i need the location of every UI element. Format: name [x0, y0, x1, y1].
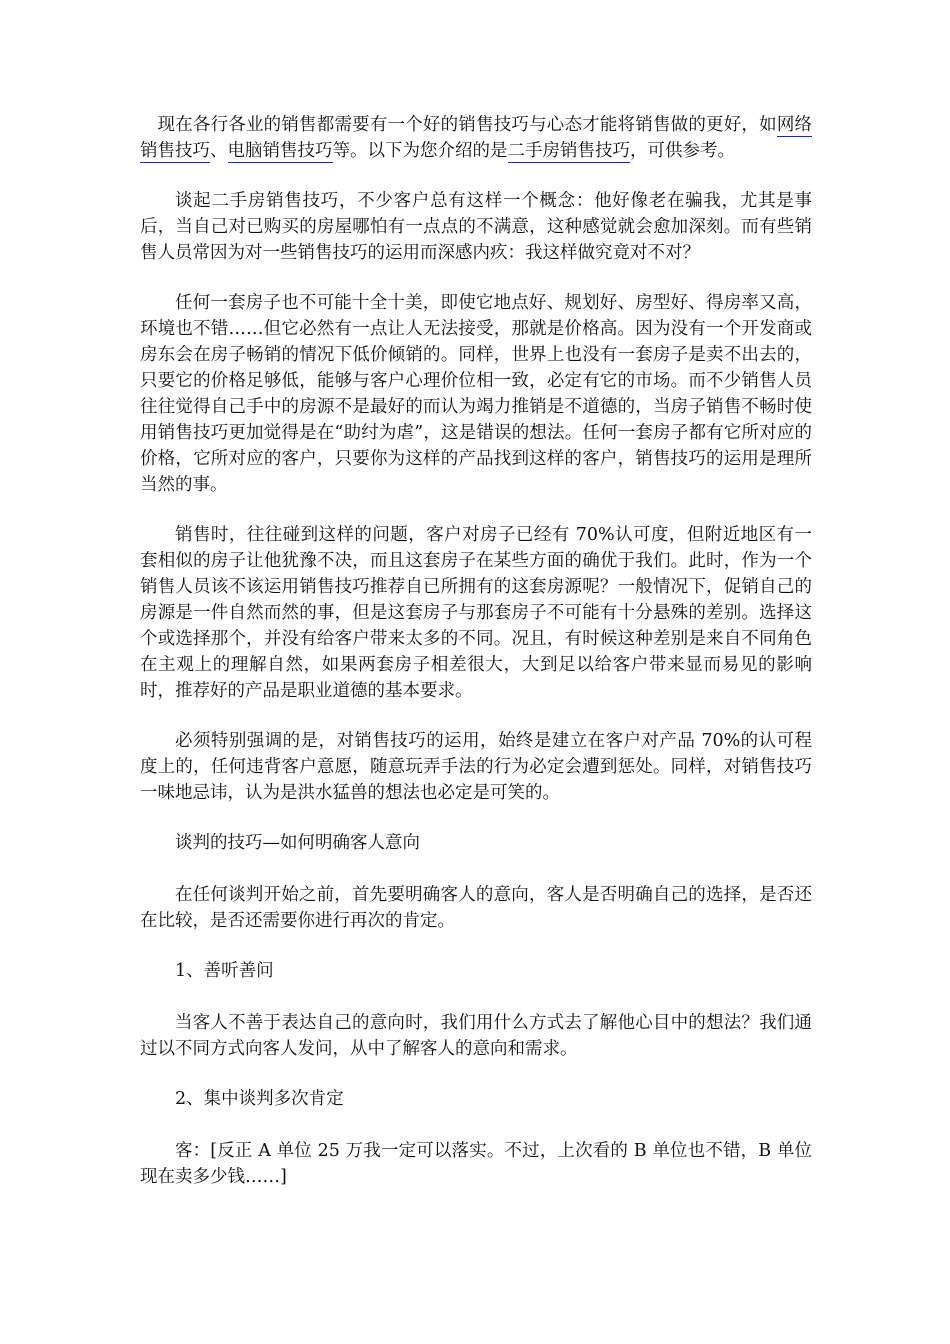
intro-paragraph	[140, 112, 812, 164]
intro-text-1: 现在各行各业的销售都需要有一个好的销售技巧与心态才能将销售做的更好，如	[157, 115, 777, 135]
section-heading-negotiation: 谈判的技巧—如何明确客人意向	[175, 833, 420, 853]
paragraph-1: 谈起二手房销售技巧，不少客户总有这样一个概念：他好像老在骗我，尤其是事后，当自己对已购买的房屋哪怕有一点点的不满意，这种感觉就会愈加深刻。而有些销售人员常因为对一些销售技巧的运用而深感内疚：我这样做究竟对不对？	[140, 191, 812, 263]
paragraph-7: 客：[反正 A 单位 25 万我一定可以落实。不过，上次看的 B 单位也不错，B 单位现在卖多少钱……]	[140, 1141, 812, 1187]
subheading-focused-negotiation: 2、集中谈判多次肯定	[175, 1089, 344, 1109]
paragraph-3: 销售时，往往碰到这样的问题，客户对房子已经有 70%认可度，但附近地区有一套相似的房子让他犹豫不决，而且这套房子在某些方面的确优于我们。此时，作为一个销售人员该不该运用销售技巧推荐自已所拥有的这套房源呢？一般情况下，促销自己的房源是一件自然而然的事，但是这套房子与那套房子不可能有十分悬殊的差别。选择这个或选择那个，并没有给客户带来太多的不同。况且，有时候这种差别是来自不同角色在主观上的理解自然，如果两套房子相差很大，大到足以给客户带来显而易见的影响时，推荐好的产品是职业道德的基本要求。	[140, 525, 812, 701]
intro-text-3: ，可供参考。	[630, 141, 735, 161]
paragraph-4: 必须特别强调的是，对销售技巧的运用，始终是建立在客户对产品 70%的认可程度上的，任何违背客户意愿，随意玩弄手法的行为必定会遭到惩处。同样，对销售技巧一味地忌讳，认为是洪水猛兽的想法也必定是可笑的。	[140, 731, 812, 803]
article-body	[140, 112, 812, 1214]
subheading-listen-and-ask: 1、善听善问	[175, 961, 274, 981]
link-network-sales-tips[interactable]: 网络销售技巧	[140, 115, 813, 161]
link-second-hand-house-sales-tips[interactable]: 二手房销售技巧	[507, 141, 630, 161]
link-computer-sales-tips[interactable]: 电脑销售技巧	[227, 141, 333, 161]
paragraph-6: 当客人不善于表达自己的意向时，我们用什么方式去了解他心目中的想法？我们通过以不同方式向客人发问，从中了解客人的意向和需求。	[140, 1013, 812, 1059]
paragraph-2: 任何一套房子也不可能十全十美，即使它地点好、规划好、房型好、得房率又高，环境也不错……但它必然有一点让人无法接受，那就是价格高。因为没有一个开发商或房东会在房子畅销的情况下低价倾销的。同样，世界上也没有一套房子是卖不出去的，只要它的价格足够低，能够与客户心理价位相一致，必定有它的市场。而不少销售人员往往觉得自己手中的房源不是最好的而认为竭力推销是不道德的，当房子销售不畅时使用销售技巧更加觉得是在“助纣为虐”，这是错误的想法。任何一套房子都有它所对应的价格，它所对应的客户，只要你为这样的产品找到这样的客户，销售技巧的运用是理所当然的事。	[140, 293, 812, 495]
intro-text-2: 等。以下为您介绍的是	[332, 141, 508, 161]
paragraph-5: 在任何谈判开始之前，首先要明确客人的意向，客人是否明确自己的选择，是否还在比较，是否还需要你进行再次的肯定。	[140, 885, 812, 931]
intro-separator: 、	[210, 141, 228, 161]
